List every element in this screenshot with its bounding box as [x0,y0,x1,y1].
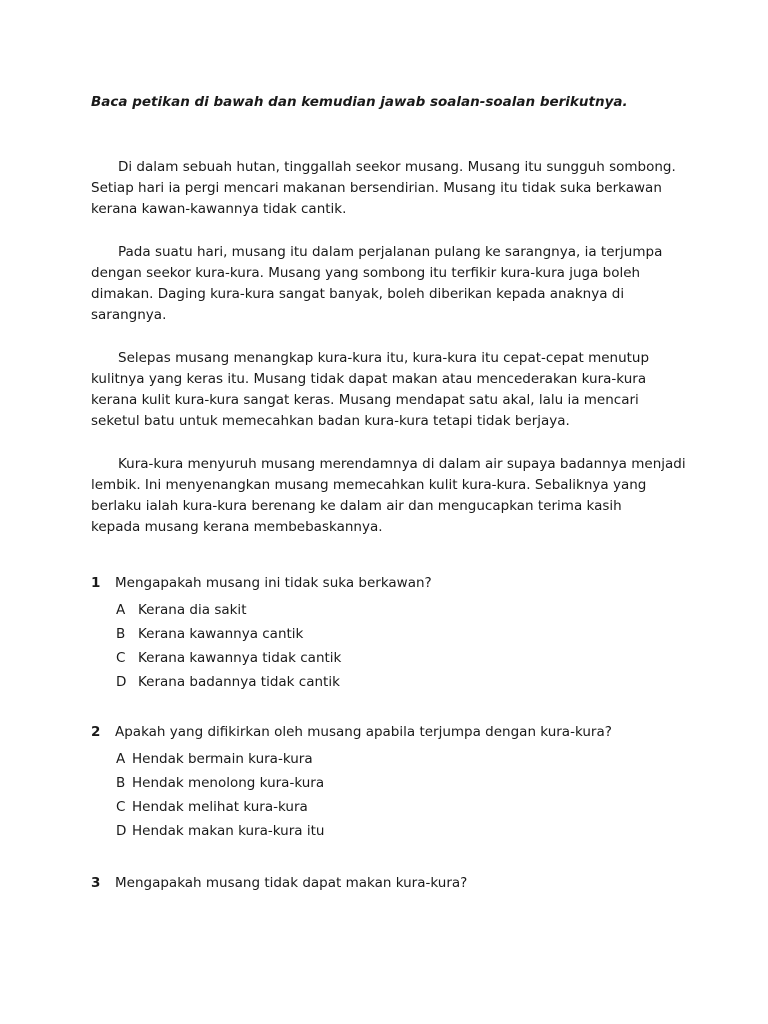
option-d[interactable] [91,670,432,694]
question-text: Apakah yang difikirkan oleh musang apabila terjumpa dengan kura-kura? [115,724,612,740]
passage-line: Setiap hari ia pergi mencari makanan bersendirian. Musang itu tidak suka berkawan [91,180,662,196]
option-letter: B [116,626,126,642]
passage-line: Di dalam sebuah hutan, tinggallah seekor musang. Musang itu sungguh sombong. [118,159,676,175]
passage-line: dimakan. Daging kura-kura sangat banyak, boleh diberikan kepada anaknya di [91,286,625,302]
option-a[interactable] [91,598,432,622]
option-letter: C [116,650,126,666]
option-text: Hendak menolong kura-kura [132,775,325,791]
question-2 [91,722,612,843]
question-number: 1 [91,575,101,591]
instruction-text: Baca petikan di bawah dan kemudian jawab soalan-soalan berikutnya. [91,94,628,110]
option-letter: B [116,775,126,791]
option-letter: C [116,799,126,815]
question-3 [91,873,467,893]
option-d[interactable] [91,819,612,843]
option-letter: A [116,602,126,618]
reading-passage [91,157,691,560]
option-b[interactable] [91,771,612,795]
passage-line: kerana kawan-kawannya tidak cantik. [91,201,347,217]
question-number: 2 [91,724,101,740]
option-text: Hendak bermain kura-kura [132,751,313,767]
passage-line: Selepas musang menangkap kura-kura itu, kura-kura itu cepat-cepat menutup [118,350,650,366]
question-2-options [91,747,612,843]
passage-line: lembik. Ini menyenangkan musang memecahkan kulit kura-kura. Sebaliknya yang [91,477,647,493]
option-c[interactable] [91,646,432,670]
option-text: Kerana kawannya tidak cantik [138,650,342,666]
passage-paragraph-3 [91,348,691,432]
question-3-stem [91,873,467,893]
option-text: Hendak melihat kura-kura [132,799,308,815]
question-1-stem [91,573,432,593]
question-text: Mengapakah musang ini tidak suka berkawan? [115,575,432,591]
option-letter: A [116,751,126,767]
option-text: Kerana badannya tidak cantik [138,674,340,690]
option-text: Hendak makan kura-kura itu [132,823,325,839]
option-text: Kerana kawannya cantik [138,626,304,642]
passage-line: kulitnya yang keras itu. Musang tidak dapat makan atau mencederakan kura-kura [91,371,647,387]
passage-line: berlaku ialah kura-kura berenang ke dalam air dan mengucapkan terima kasih [91,498,622,514]
option-b[interactable] [91,622,432,646]
passage-line: seketul batu untuk memecahkan badan kura-kura tetapi tidak berjaya. [91,413,570,429]
passage-line: Pada suatu hari, musang itu dalam perjalanan pulang ke sarangnya, ia terjumpa [118,244,663,260]
passage-paragraph-1 [91,157,691,220]
passage-paragraph-4 [91,454,691,538]
passage-line: kerana kulit kura-kura sangat keras. Musang mendapat satu akal, lalu ia mencari [91,392,639,408]
option-a[interactable] [91,747,612,771]
passage-line: Kura-kura menyuruh musang merendamnya di dalam air supaya badannya menjadi [118,456,686,472]
option-c[interactable] [91,795,612,819]
option-letter: D [116,823,127,839]
passage-line: sarangnya. [91,307,167,323]
option-text: Kerana dia sakit [138,602,247,618]
passage-line: dengan seekor kura-kura. Musang yang sombong itu terfikir kura-kura juga boleh [91,265,641,281]
option-letter: D [116,674,127,690]
question-text: Mengapakah musang tidak dapat makan kura-kura? [115,875,468,891]
question-1-options [91,598,432,694]
question-1 [91,573,432,694]
passage-line: kepada musang kerana membebaskannya. [91,519,383,535]
question-2-stem [91,722,612,742]
passage-paragraph-2 [91,242,691,326]
question-number: 3 [91,875,101,891]
